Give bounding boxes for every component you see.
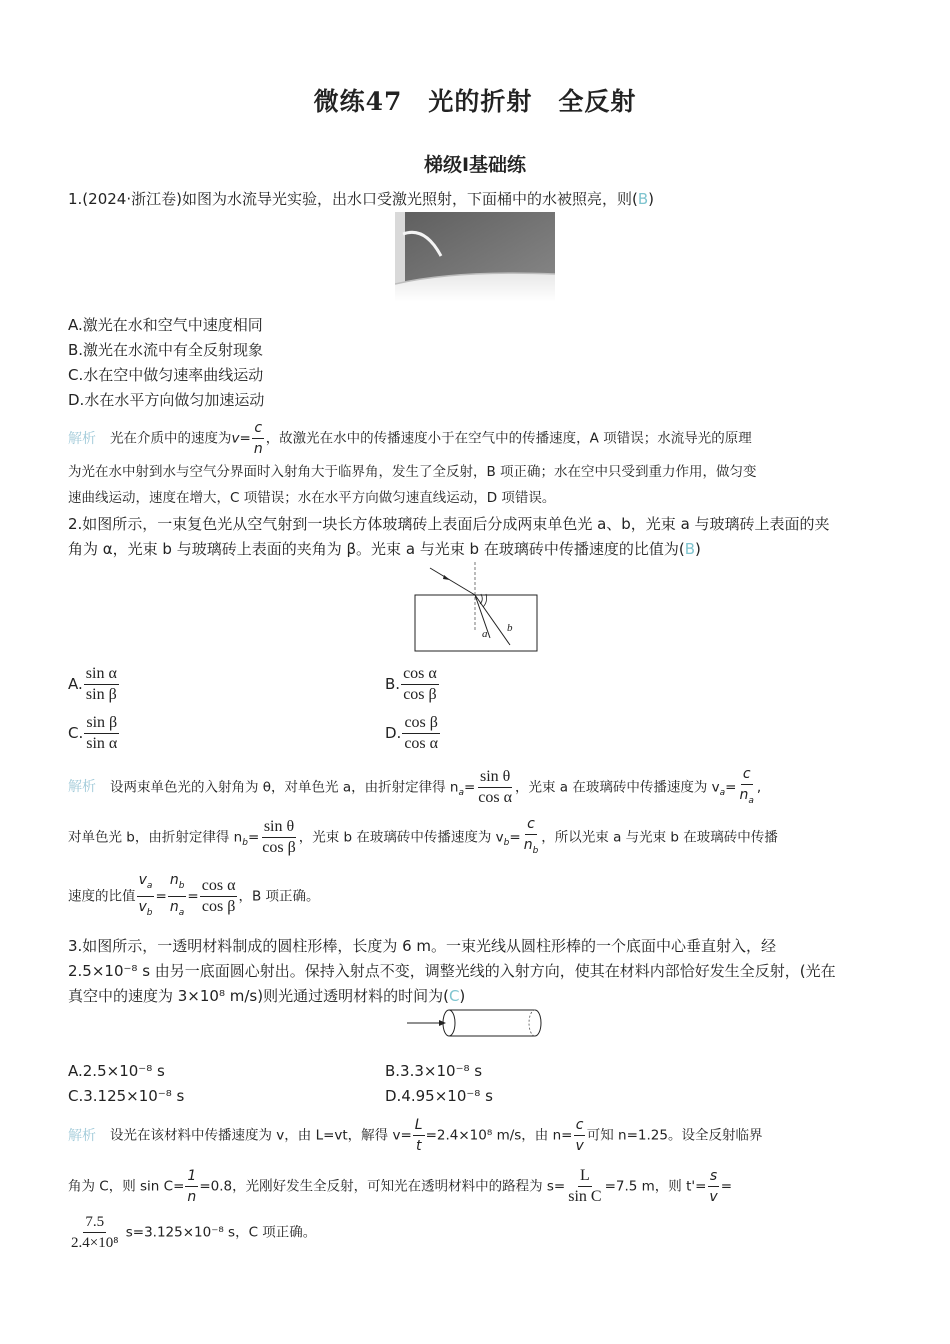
q3-analysis-l1a: 设光在该材料中传播速度为 v，由 L=vt，解得 v= (110, 1127, 412, 1144)
cylinder-rod-diagram (405, 1008, 550, 1042)
q3-stem-text: 真空中的速度为 3×10⁸ m/s)则光通过透明材料的时间为( (68, 987, 449, 1005)
q2-option-b-num: cos α (401, 664, 439, 685)
q3-analysis-line3 (68, 1212, 316, 1253)
q3-analysis-l1b: =2.4×10⁸ m/s，由 n= (425, 1127, 573, 1144)
q3-analysis-l1c: 可知 n=1.25。设全反射临界 (586, 1127, 763, 1144)
q2-option-b-den: cos β (403, 686, 437, 703)
q3-stem-line3 (68, 983, 465, 1009)
page-title: 微练47 光的折射 全反射 (313, 87, 637, 116)
q1-option-c: C.水在空中做匀速率曲线运动 (68, 366, 264, 384)
q3-option-b: B.3.3×10⁻⁸ s (385, 1062, 483, 1080)
q2-option-b-label: B. (385, 675, 401, 693)
q1-stem (68, 186, 654, 212)
q3-analysis-line2: 角为 C，则 sin C= $\frac{1}{n}$ =0.8，光刚好发生全反射，可知光在透明材料中的路程为 s= $\frac{L}{\text{sin C}}$ =7.5 m，则 t'= $\frac{s}{v}$ = (68, 1167, 733, 1205)
q1-answer: B (637, 190, 649, 208)
q1-analysis-p1: 光在介质中的速度为 (110, 430, 232, 447)
section-heading: 梯级Ⅰ基础练 (423, 154, 527, 176)
q1-analysis-p2: ，故激光在水中的传播速度小于在空气中的传播速度，A 项错误；水流导光的原理 (265, 430, 752, 447)
frac-c-over-n: $\frac{c}{n}$ (253, 420, 263, 457)
q1-analysis-label: 解析 (68, 430, 96, 447)
q2-answer: B (684, 540, 695, 558)
q1-option-d: D.水在水平方向做匀加速运动 (68, 391, 265, 409)
q2-stem-line1: 2.如图所示，一束复色光从空气射到一块长方体玻璃砖上表面后分成两束单色光 a、b，光束 a 与玻璃砖上表面的夹 (68, 515, 830, 533)
q2-stem-text: 角为 α，光束 b 与玻璃砖上表面的夹角为 β。光束 a 与光束 b 在玻璃砖中传播速度的比值为( (68, 540, 685, 558)
q2-option-d (385, 713, 441, 754)
q3-analysis-l2c: =7.5 m，则 t'= (604, 1178, 707, 1195)
q2-option-c-label: C. (68, 724, 84, 742)
q2-analysis-l1a: 设两束单色光的入射角为 θ，对单色光 a，由折射定律得 n (110, 779, 459, 796)
q2-option-c-num: sin β (84, 713, 119, 734)
q2-analysis-l3b: ，B 项正确。 (238, 888, 320, 905)
q3-answer: C (448, 987, 460, 1005)
q3-analysis-l2d: = (720, 1178, 733, 1195)
q2-option-c-den: sin α (86, 735, 118, 752)
q1-stem-close: ) (648, 190, 654, 208)
q3-analysis-label: 解析 (68, 1127, 96, 1144)
ray-b-label: b (507, 622, 513, 634)
q2-option-a-num: sin α (84, 664, 119, 685)
q2-analysis-line2: 对单色光 b，由折射定律得 $n_b=$ $\frac{\text{sin θ}}{\text{cos β}}$ ，光束 b 在玻璃砖中传播速度为 $v_b=$ $\frac{c}{n_b}$ ，所以光束 a 与光束 b 在玻璃砖中传播 (68, 816, 778, 856)
glass-block-diagram (410, 560, 545, 655)
q2-stem-line2 (68, 536, 701, 562)
q3-analysis-line1: 解析 设光在该材料中传播速度为 v，由 L=vt，解得 v= $\frac{L}{t}$ =2.4×10⁸ m/s，由 n= $\frac{c}{v}$ 可知 n=1.25。设全反射临界 (68, 1117, 763, 1154)
q1-option-a: A.激光在水和空气中速度相同 (68, 316, 263, 334)
q1-analysis-line3: 速曲线运动，速度在增大，C 项错误；水在水平方向做匀速直线运动，D 项错误。 (68, 490, 556, 506)
q2-option-a-label: A. (68, 675, 83, 693)
q2-analysis-line3: 速度的比值 $\frac{v_a}{v_b}$ = $\frac{n_b}{n_a}$ = $\frac{\text{cos α}}{\text{cos β}}$ ，B 项正确。 (68, 872, 320, 918)
q2-option-d-num: cos β (402, 713, 439, 734)
q2-option-c (68, 713, 120, 754)
q2-analysis-label: 解析 (68, 779, 96, 796)
q2-analysis-line1: 解析 设两束单色光的入射角为 θ，对单色光 a，由折射定律得 $n_a=$ $\frac{\text{sin θ}}{\text{cos α}}$ ，光束 a 在玻璃砖中传播速度为 $v_a=$ $\frac{c}{n_a}$ , (68, 766, 762, 806)
q2-option-d-den: cos α (404, 735, 439, 752)
q2-option-d-label: D. (385, 724, 402, 742)
q2-analysis-l2c: ，所以光束 a 与光束 b 在玻璃砖中传播 (541, 829, 778, 846)
q2-analysis-l3a: 速度的比值 (68, 888, 136, 905)
q3-stem-line2: 2.5×10⁻⁸ s 由另一底面圆心射出。保持入射点不变，调整光线的入射方向，使其在材料内部恰好发生全反射，(光在 (68, 962, 836, 980)
q2-stem-close: ) (695, 540, 701, 558)
q3-option-d: D.4.95×10⁻⁸ s (385, 1087, 493, 1105)
q3-option-a: A.2.5×10⁻⁸ s (68, 1062, 165, 1080)
q1-stem-text: 1.(2024·浙江卷)如图为水流导光实验，出水口受激光照射，下面桶中的水被照亮，则( (68, 190, 638, 208)
q3-analysis-l3-num: 7.5 (83, 1212, 106, 1233)
q3-analysis-l3b: s=3.125×10⁻⁸ s，C 项正确。 (121, 1224, 317, 1241)
q3-analysis-l3-den: 2.4×10⁸ (71, 1235, 119, 1251)
q3-analysis-l2b: =0.8，光刚好发生全反射，可知光在透明材料中的路程为 s= (199, 1178, 566, 1195)
q2-option-a (68, 664, 120, 705)
q3-stem-line1: 3.如图所示，一透明材料制成的圆柱形棒，长度为 6 m。一束光线从圆柱形棒的一个底面中心垂直射入，经 (68, 937, 777, 955)
q2-analysis-l2b: ，光束 b 在玻璃砖中传播速度为 v (298, 829, 504, 846)
q3-stem-close: ) (459, 987, 466, 1005)
q1-option-b: B.激光在水流中有全反射现象 (68, 341, 264, 359)
q3-option-c: C.3.125×10⁻⁸ s (68, 1087, 185, 1105)
q2-option-a-den: sin β (85, 686, 117, 703)
q3-analysis-l2a: 角为 C，则 sin C= (68, 1178, 185, 1195)
ray-a-label: a (482, 628, 488, 640)
q1-analysis-line2: 为光在水中射到水与空气分界面时入射角大于临界角，发生了全反射，B 项正确；水在空中只受到重力作用，做匀变 (68, 464, 757, 480)
q2-analysis-l2a: 对单色光 b，由折射定律得 n (68, 829, 243, 846)
q2-analysis-l1b: ，光束 a 在玻璃砖中传播速度为 v (515, 779, 720, 796)
q1-analysis-line1: 解析 光在介质中的速度为v= $\frac{c}{n}$ ，故激光在水中的传播速度小于在空气中的传播速度，A 项错误；水流导光的原理 (68, 420, 752, 457)
q2-option-b (385, 664, 440, 705)
water-laser-photo (395, 212, 555, 302)
